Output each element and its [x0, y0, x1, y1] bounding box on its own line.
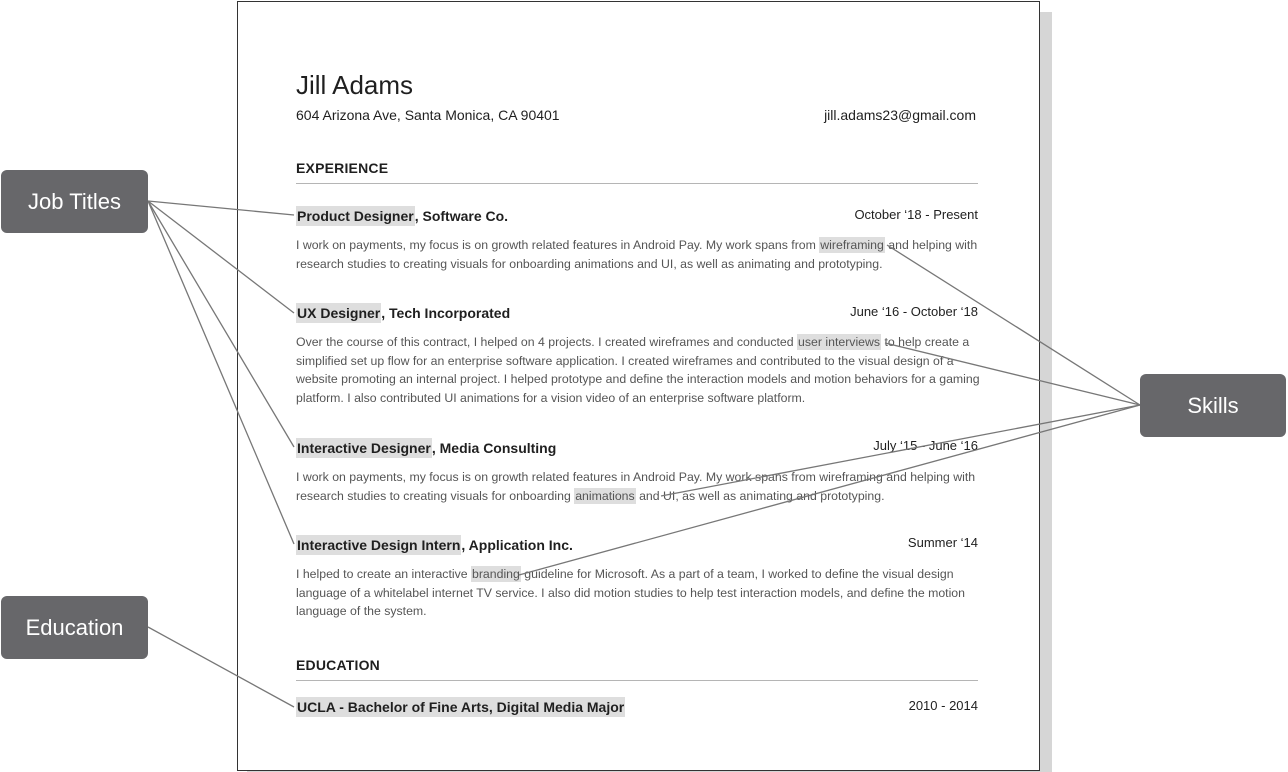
job-title-highlight: Interactive Designer [297, 440, 431, 456]
job-title-highlight: Interactive Design Intern [297, 537, 461, 553]
job-company: , Application Inc. [461, 537, 573, 553]
job-heading [296, 305, 510, 321]
skills-callout: Skills [1140, 374, 1286, 437]
desc-text: and UI, as well as animating and prototyping. [635, 488, 885, 503]
job-heading [296, 440, 556, 456]
education-heading: EDUCATION [296, 657, 380, 673]
resume-name: Jill Adams [296, 70, 414, 100]
job-dates: June ‘16 - October ‘18 [850, 304, 978, 319]
job-dates: October ‘18 - Present [854, 207, 978, 222]
desc-text: I helped to create an interactive [296, 567, 471, 581]
job-title-highlight: Product Designer [297, 208, 414, 224]
education-degree [296, 699, 625, 715]
skill-highlight: animations [575, 488, 635, 503]
job-heading [296, 537, 573, 553]
job-company: , Software Co. [414, 208, 509, 224]
experience-heading: EXPERIENCE [296, 160, 389, 176]
education-divider [296, 680, 978, 681]
desc-text: I work on payments, my focus is on growth related features in Android Pay. My work spans from [296, 238, 820, 252]
job-title-highlight: UX Designer [297, 305, 381, 321]
job-company: , Tech Incorporated [381, 305, 511, 321]
desc-text: I work on payments, my focus is on growth related features in Android Pay. My work spans from wireframing and helping with research studies to creating visuals for onboarding [296, 470, 976, 503]
education-dates: 2010 - 2014 [908, 698, 978, 713]
skill-highlight: user interviews [798, 335, 881, 349]
experience-divider [296, 183, 978, 184]
job-description [296, 565, 980, 621]
job-titles-callout: Job Titles [1, 170, 148, 233]
education-callout: Education [1, 596, 148, 659]
desc-text: guideline for Microsoft. As a part of a team, I worked to define the visual design language of a whitelabel internet TV service. I also did motion studies to help test interaction models, and define the motion language of the system. [296, 567, 965, 619]
job-dates: July ‘15 - June ‘16 [873, 438, 978, 453]
job-description [296, 236, 980, 273]
resume-email: jill.adams23@gmail.com [824, 107, 976, 123]
job-description [296, 333, 980, 408]
resume-address: 604 Arizona Ave, Santa Monica, CA 90401 [296, 107, 560, 123]
job-dates: Summer ‘14 [907, 535, 978, 550]
job-description [296, 468, 980, 505]
job-company: , Media Consulting [431, 440, 557, 456]
skill-highlight: wireframing [820, 238, 884, 252]
skill-highlight: branding [472, 567, 520, 581]
job-heading [296, 208, 508, 224]
degree-highlight: UCLA - Bachelor of Fine Arts, Digital Media Major [297, 699, 625, 715]
desc-text: Over the course of this contract, I helped on 4 projects. I created wireframes and conducted [296, 335, 798, 349]
desc-text: and helping with research studies to creating visuals for onboarding animations and UI, as well as animating and prototyping. [296, 238, 978, 271]
desc-text: to help create a simplified set up flow for an enterprise software application. I created wireframes and contributed to the visual design of a website promoting an internal project. I helped prototype and define the interaction models and motion behaviors for a gaming platform. I also contributed UI animations for a vision video of an enterprise software platform. [296, 335, 980, 406]
